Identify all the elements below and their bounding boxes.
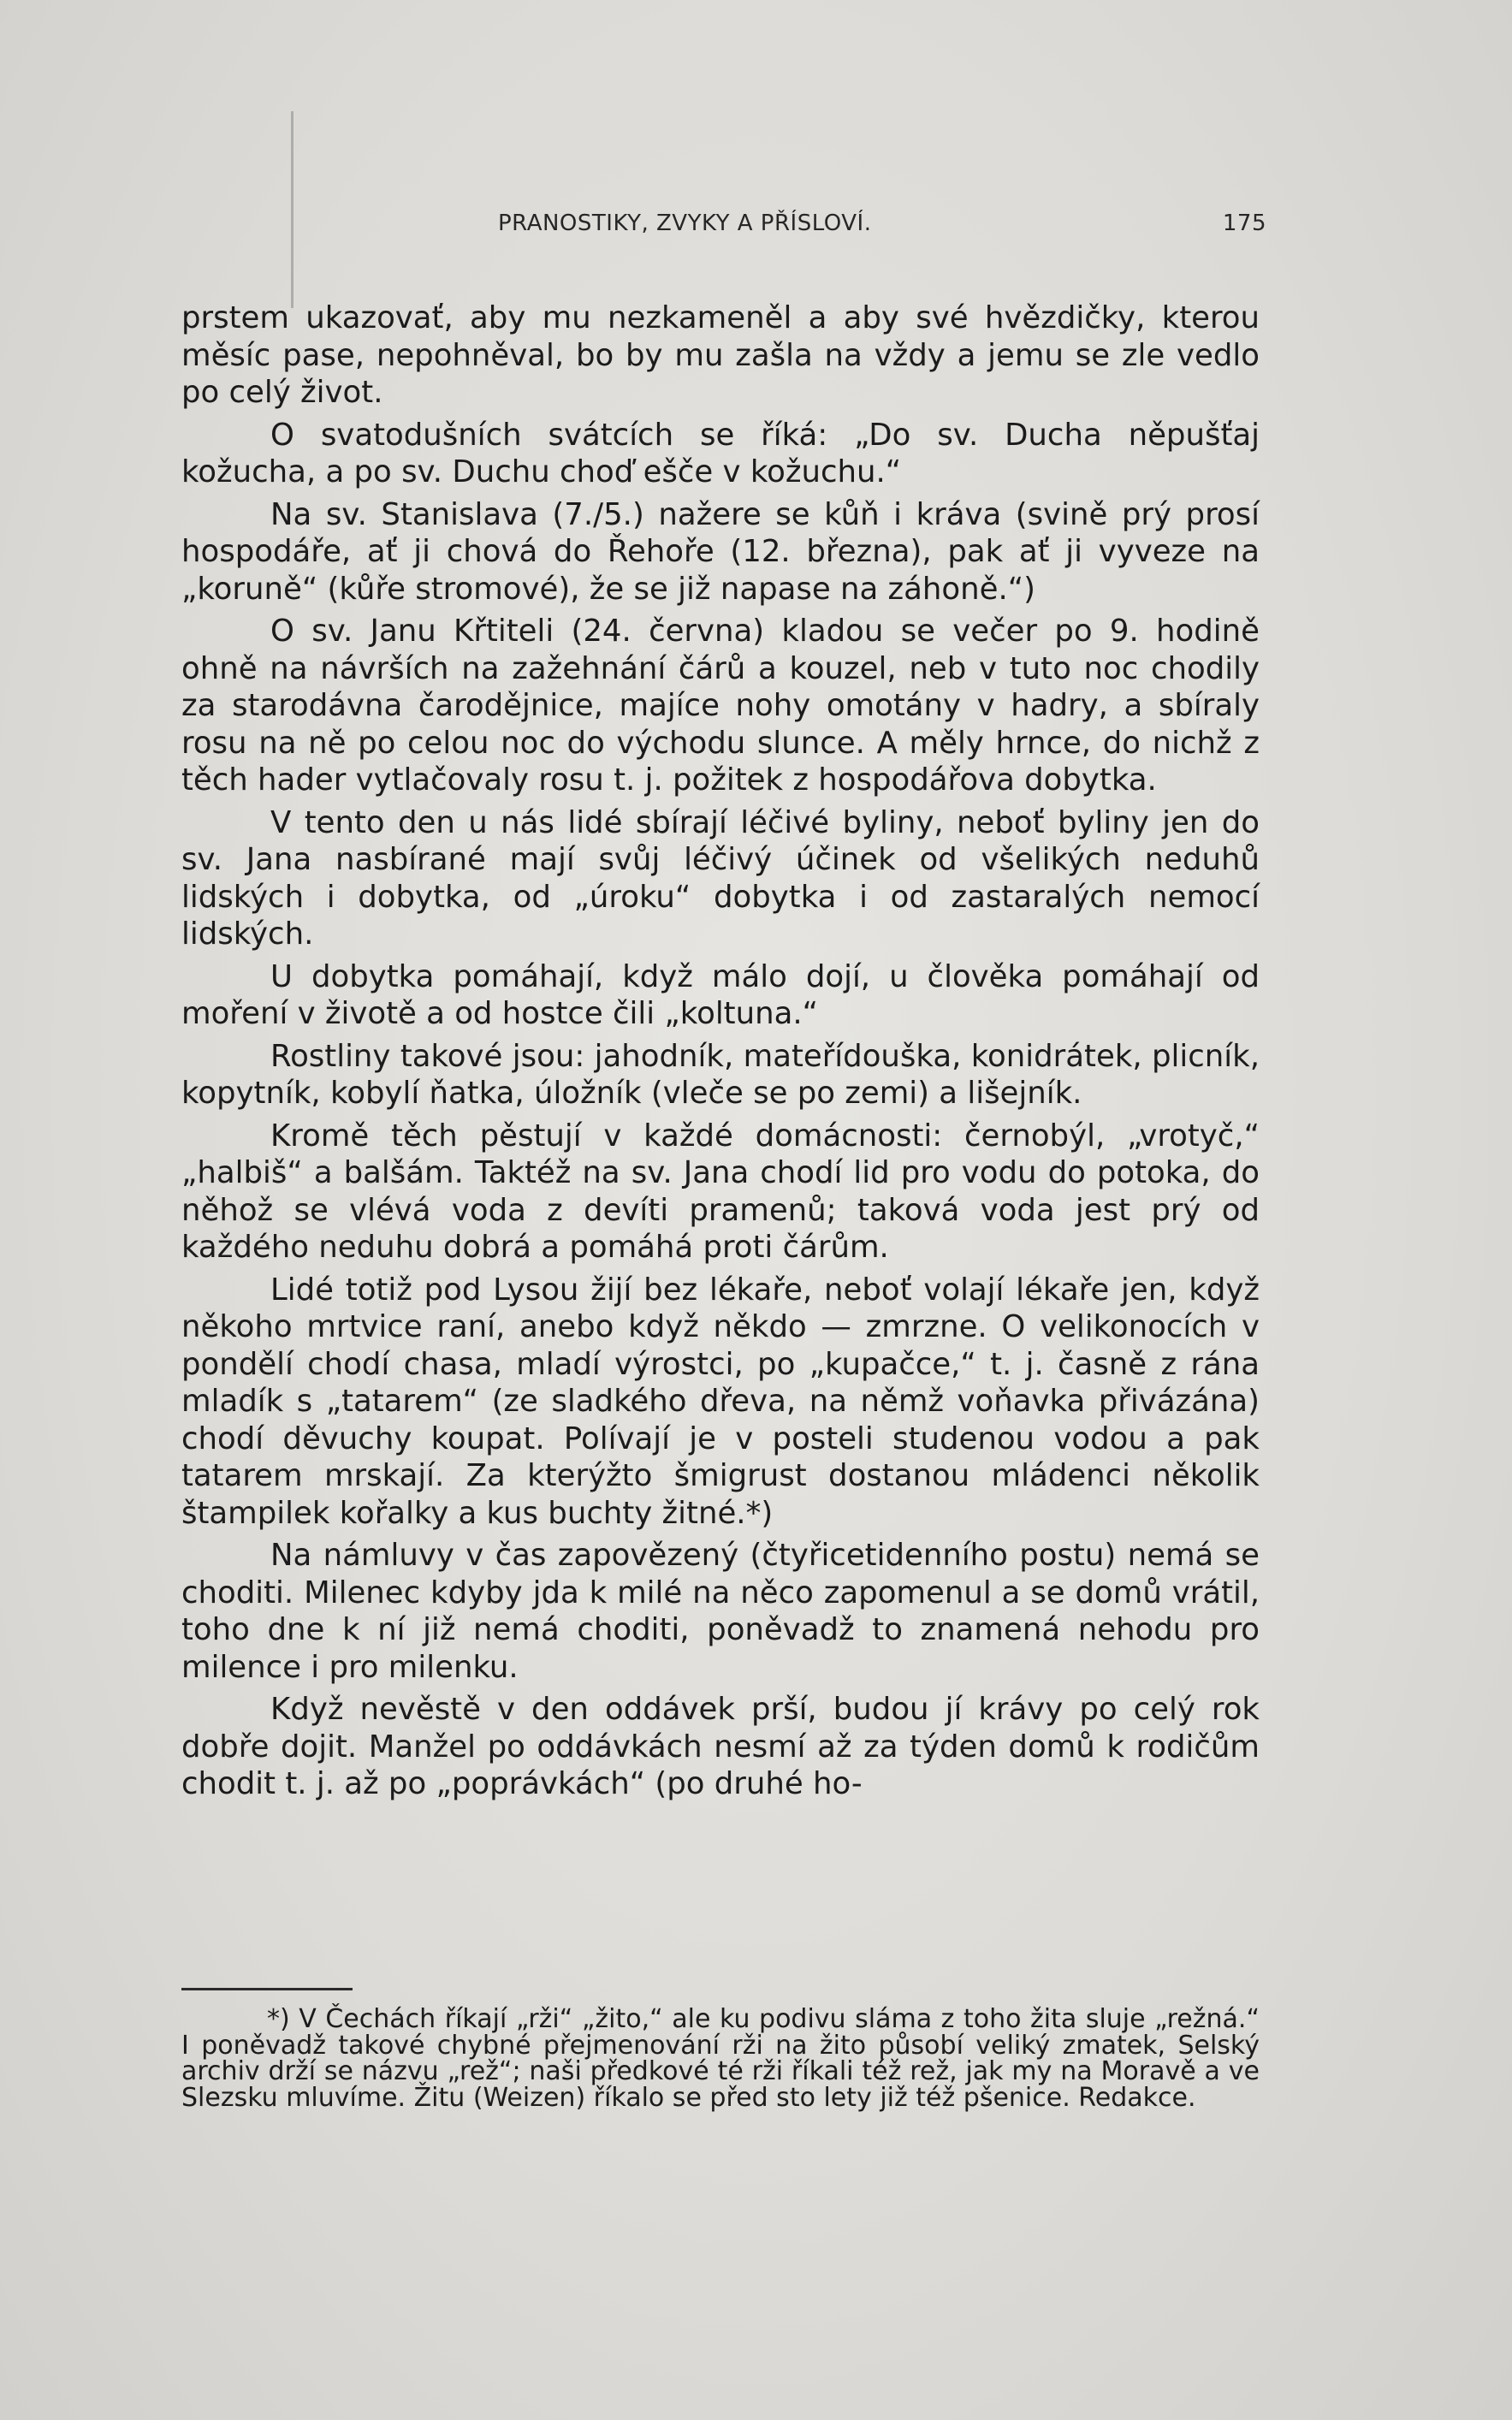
paragraph: O sv. Janu Křtiteli (24. června) kladou se večer po 9. hodině ohně na návrších na zažehnání čárů a kouzel, neb v tuto noc chodily za starodávna čarodějnice, majíce nohy omotány v hadry, a sbíraly rosu na ně po celou noc do východu slunce. A měly hrnce, do nichž z těch hader vytlačovaly rosu t. j. požitek z hospodářova dobytka. xyxy=(181,614,1260,798)
paragraph: Na sv. Stanislava (7./5.) nažere se kůň i kráva (svině prý prosí hospodáře, ať ji chová do Řehoře (12. března), pak ať ji vyveze na „koruně“ (kůře stromové), že se již napase na záhoně.“) xyxy=(181,496,1260,607)
running-title: PRANOSTIKY, ZVYKY A PŘÍSLOVÍ. xyxy=(498,211,872,236)
paragraph: U dobytka pomáhají, když málo dojí, u člověka pomáhají od moření v životě a od hostce čili „koltuna.“ xyxy=(181,958,1260,1031)
footnote-divider xyxy=(181,1988,353,1990)
paragraph: Kromě těch pěstují v každé domácnosti: černobýl, „vrotyč,“ „halbiš“ a balšám. Taktéž na sv. Jana chodí lid pro vodu do potoka, do něhož se vlévá voda z devíti pramenů; taková voda jest prý od každého neduhu dobrá a pomáhá proti čárům. xyxy=(181,1118,1260,1265)
page-header xyxy=(181,207,1266,241)
paragraph: Rostliny takové jsou: jahodník, mateřídouška, konidrátek, plicník, kopytník, kobylí ňatka, úložník (vleče se po zemi) a lišejník. xyxy=(181,1038,1260,1111)
footnote-section xyxy=(181,2004,1260,2113)
paragraph: Na námluvy v čas zapovězený (čtyřicetidenního postu) nemá se choditi. Milenec kdyby jda k milé na něco zapomenul a se domů vrátil, toho dne k ní již nemá choditi, poněvadž to znamená nehodu pro milence i pro milenku. xyxy=(181,1538,1260,1685)
paragraph: O svatodušních svátcích se říká: „Do sv. Ducha něpušťaj kožucha, a po sv. Duchu choď ešče v kožuchu.“ xyxy=(181,417,1260,489)
paragraph: Když nevěstě v den oddávek prší, budou jí krávy po celý rok dobře dojit. Manžel po oddávkách nesmí až za týden domů k rodičům chodit t. j. až po „poprávkách“ (po druhé ho- xyxy=(181,1692,1260,1801)
paragraph: prstem ukazovať, aby mu nezkameněl a aby své hvězdičky, kterou měsíc pase, nepohněval, bo by mu zašla na vždy a jemu se zle vedlo po celý život. xyxy=(181,300,1260,410)
body-text xyxy=(181,300,1260,1808)
footnote: *) V Čechách říkají „rži“ „žito,“ ale ku podivu sláma z toho žita sluje „režná.“ I poněvadž takové chybné přejmenování rži na žito působí veliký zmatek, Selský archiv drží se názvu „rež“; naši předkové té rži říkali též rež, jak my na Moravě a ve Slezsku mluvíme. Žitu (Weizen) říkalo se před sto lety již též pšenice. Redakce. xyxy=(181,2004,1260,2113)
paragraph: V tento den u nás lidé sbírají léčivé byliny, neboť byliny jen do sv. Jana nasbírané mají svůj léčivý účinek od všelikých neduhů lidských i dobytka, od „úroku“ dobytka i od zastaralých nemocí lidských. xyxy=(181,804,1260,952)
paragraph: Lidé totiž pod Lysou žijí bez lékaře, neboť volají lékaře jen, když někoho mrtvice raní, anebo když někdo — zmrzne. O velikonocích v pondělí chodí chasa, mladí výrostci, po „kupačce,“ t. j. časně z rána mladík s „tatarem“ (ze sladkého dřeva, na němž voňavka přivázána) chodí děvuchy koupat. Polívají je v posteli studenou vodou a pak tatarem mrskají. Za kterýžto šmigrust dostanou mládenci několik štampilek kořalky a kus buchty žitné.*) xyxy=(181,1272,1260,1531)
page-number: 175 xyxy=(1222,211,1266,236)
